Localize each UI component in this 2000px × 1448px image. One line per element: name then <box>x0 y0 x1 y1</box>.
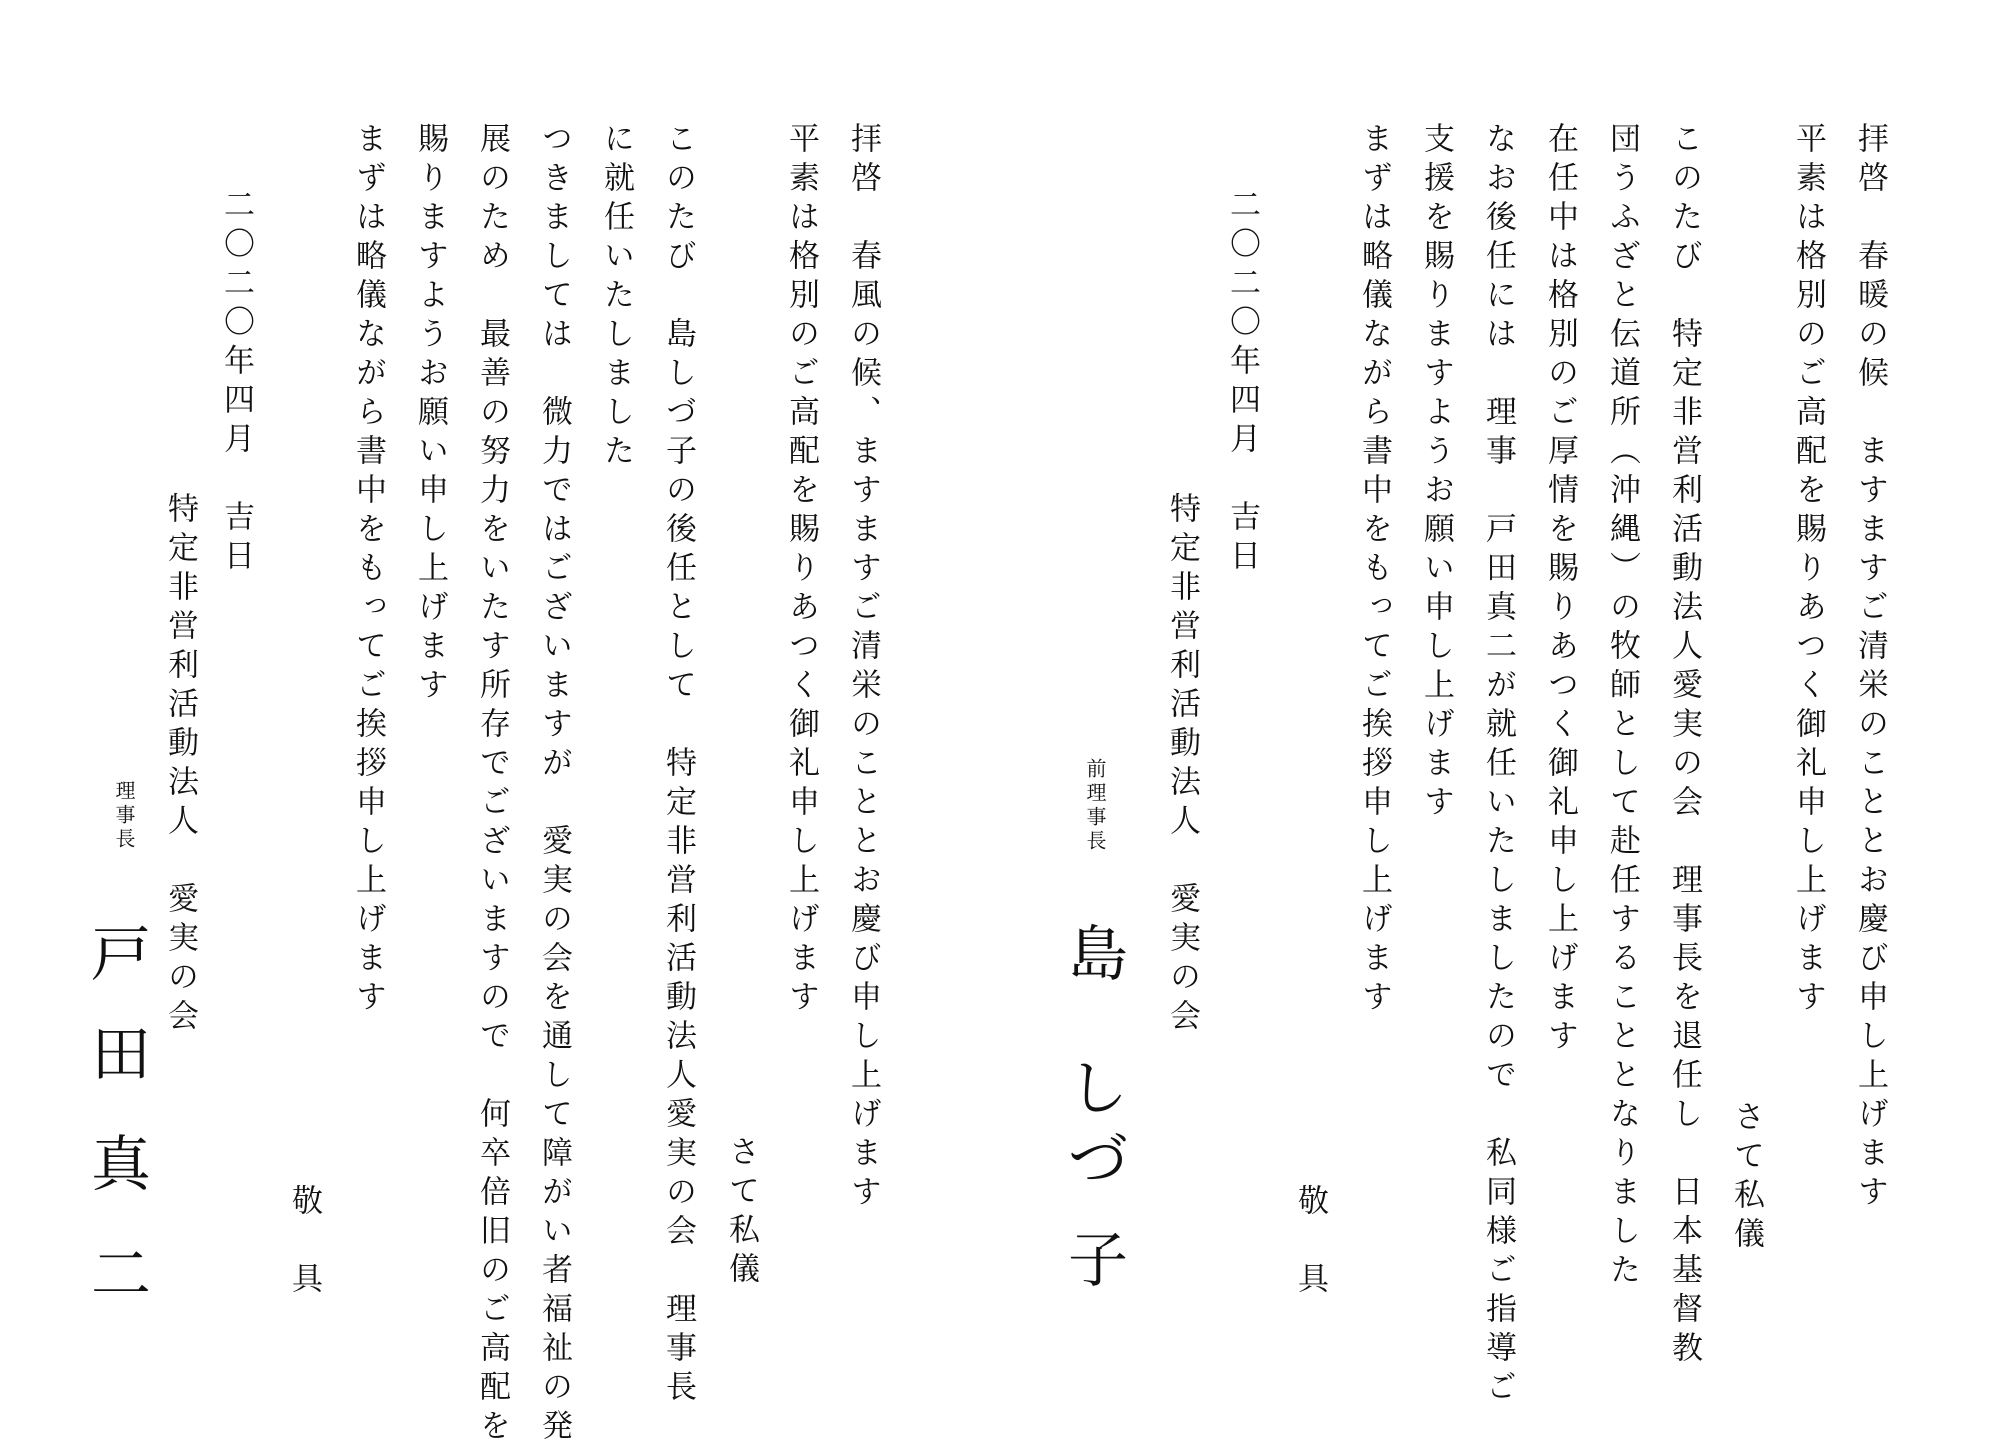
letter-right-date: 二〇二〇年四月 吉日 <box>1224 188 1260 578</box>
letter-left-line-2: 平素は格別のご高配を賜りあつく御礼申し上げます <box>783 122 819 1019</box>
letter-right-line-6: 在任中は格別のご厚情を賜りあつく御礼申し上げます <box>1542 122 1578 1058</box>
letter-left-closing: 敬 具 <box>286 1184 322 1301</box>
letter-right-line-9: まずは略儀ながら書中をもってご挨拶申し上げます <box>1356 122 1392 1019</box>
name-char: 戸 <box>91 920 151 990</box>
name-char: 田 <box>91 1020 151 1090</box>
letter-left-line-4: このたび 島しづ子の後任として 特定非営利活動法人愛実の会 理事長 <box>660 122 696 1409</box>
letter-right-line-5: 団うふざと伝道所（沖縄）の牧師として赴任することとなりました <box>1604 122 1640 1292</box>
letter-left-line-9: まずは略儀ながら書中をもってご挨拶申し上げます <box>350 122 386 1019</box>
letter-right-line-2: 平素は格別のご高配を賜りあつく御礼申し上げます <box>1790 122 1826 1019</box>
letter-left-date: 二〇二〇年四月 吉日 <box>218 188 254 578</box>
letter-left-line-8: 賜りますようお願い申し上げます <box>412 122 448 707</box>
letter-left-line-6: つきましては 微力ではございますが 愛実の会を通して障がい者福祉の発 <box>536 122 572 1448</box>
letter-right-line-4: このたび 特定非営利活動法人愛実の会 理事長を退任し 日本基督教 <box>1666 122 1702 1370</box>
letter-right-line-3: さて私儀 <box>1728 1100 1764 1256</box>
name-char: 真 <box>91 1130 151 1200</box>
letter-left-line-1: 拝啓 春風の候、ますますご清栄のこととお慶び申し上げます <box>845 122 881 1214</box>
name-char: 子 <box>1068 1226 1128 1296</box>
letter-right-line-8: 支援を賜りますようお願い申し上げます <box>1418 122 1454 824</box>
letter-right-line-7: なお後任には 理事 戸田真二が就任いたしましたので 私同様ご指導ご <box>1480 122 1516 1409</box>
letter-right-org: 特定非営利活動法人 愛実の会 <box>1164 492 1200 1038</box>
name-char: 島 <box>1068 920 1128 990</box>
letter-left-line-5: に就任いたしました <box>598 122 634 473</box>
name-char: 二 <box>91 1240 151 1310</box>
letter-right-closing: 敬 具 <box>1292 1184 1328 1301</box>
letter-left-title: 理事長 <box>112 780 136 852</box>
letter-right-title: 前理事長 <box>1083 758 1107 854</box>
name-char: づ <box>1068 1126 1128 1196</box>
name-char: し <box>1068 1054 1128 1124</box>
letter-right-line-1: 拝啓 春暖の候 ますますご清栄のこととお慶び申し上げます <box>1852 122 1888 1214</box>
letter-left-line-3: さて私儀 <box>723 1135 759 1291</box>
letter-left-org: 特定非営利活動法人 愛実の会 <box>162 492 198 1038</box>
letter-left-line-7: 展のため 最善の努力をいたす所存でございますので 何卒倍旧のご高配を <box>474 122 510 1448</box>
